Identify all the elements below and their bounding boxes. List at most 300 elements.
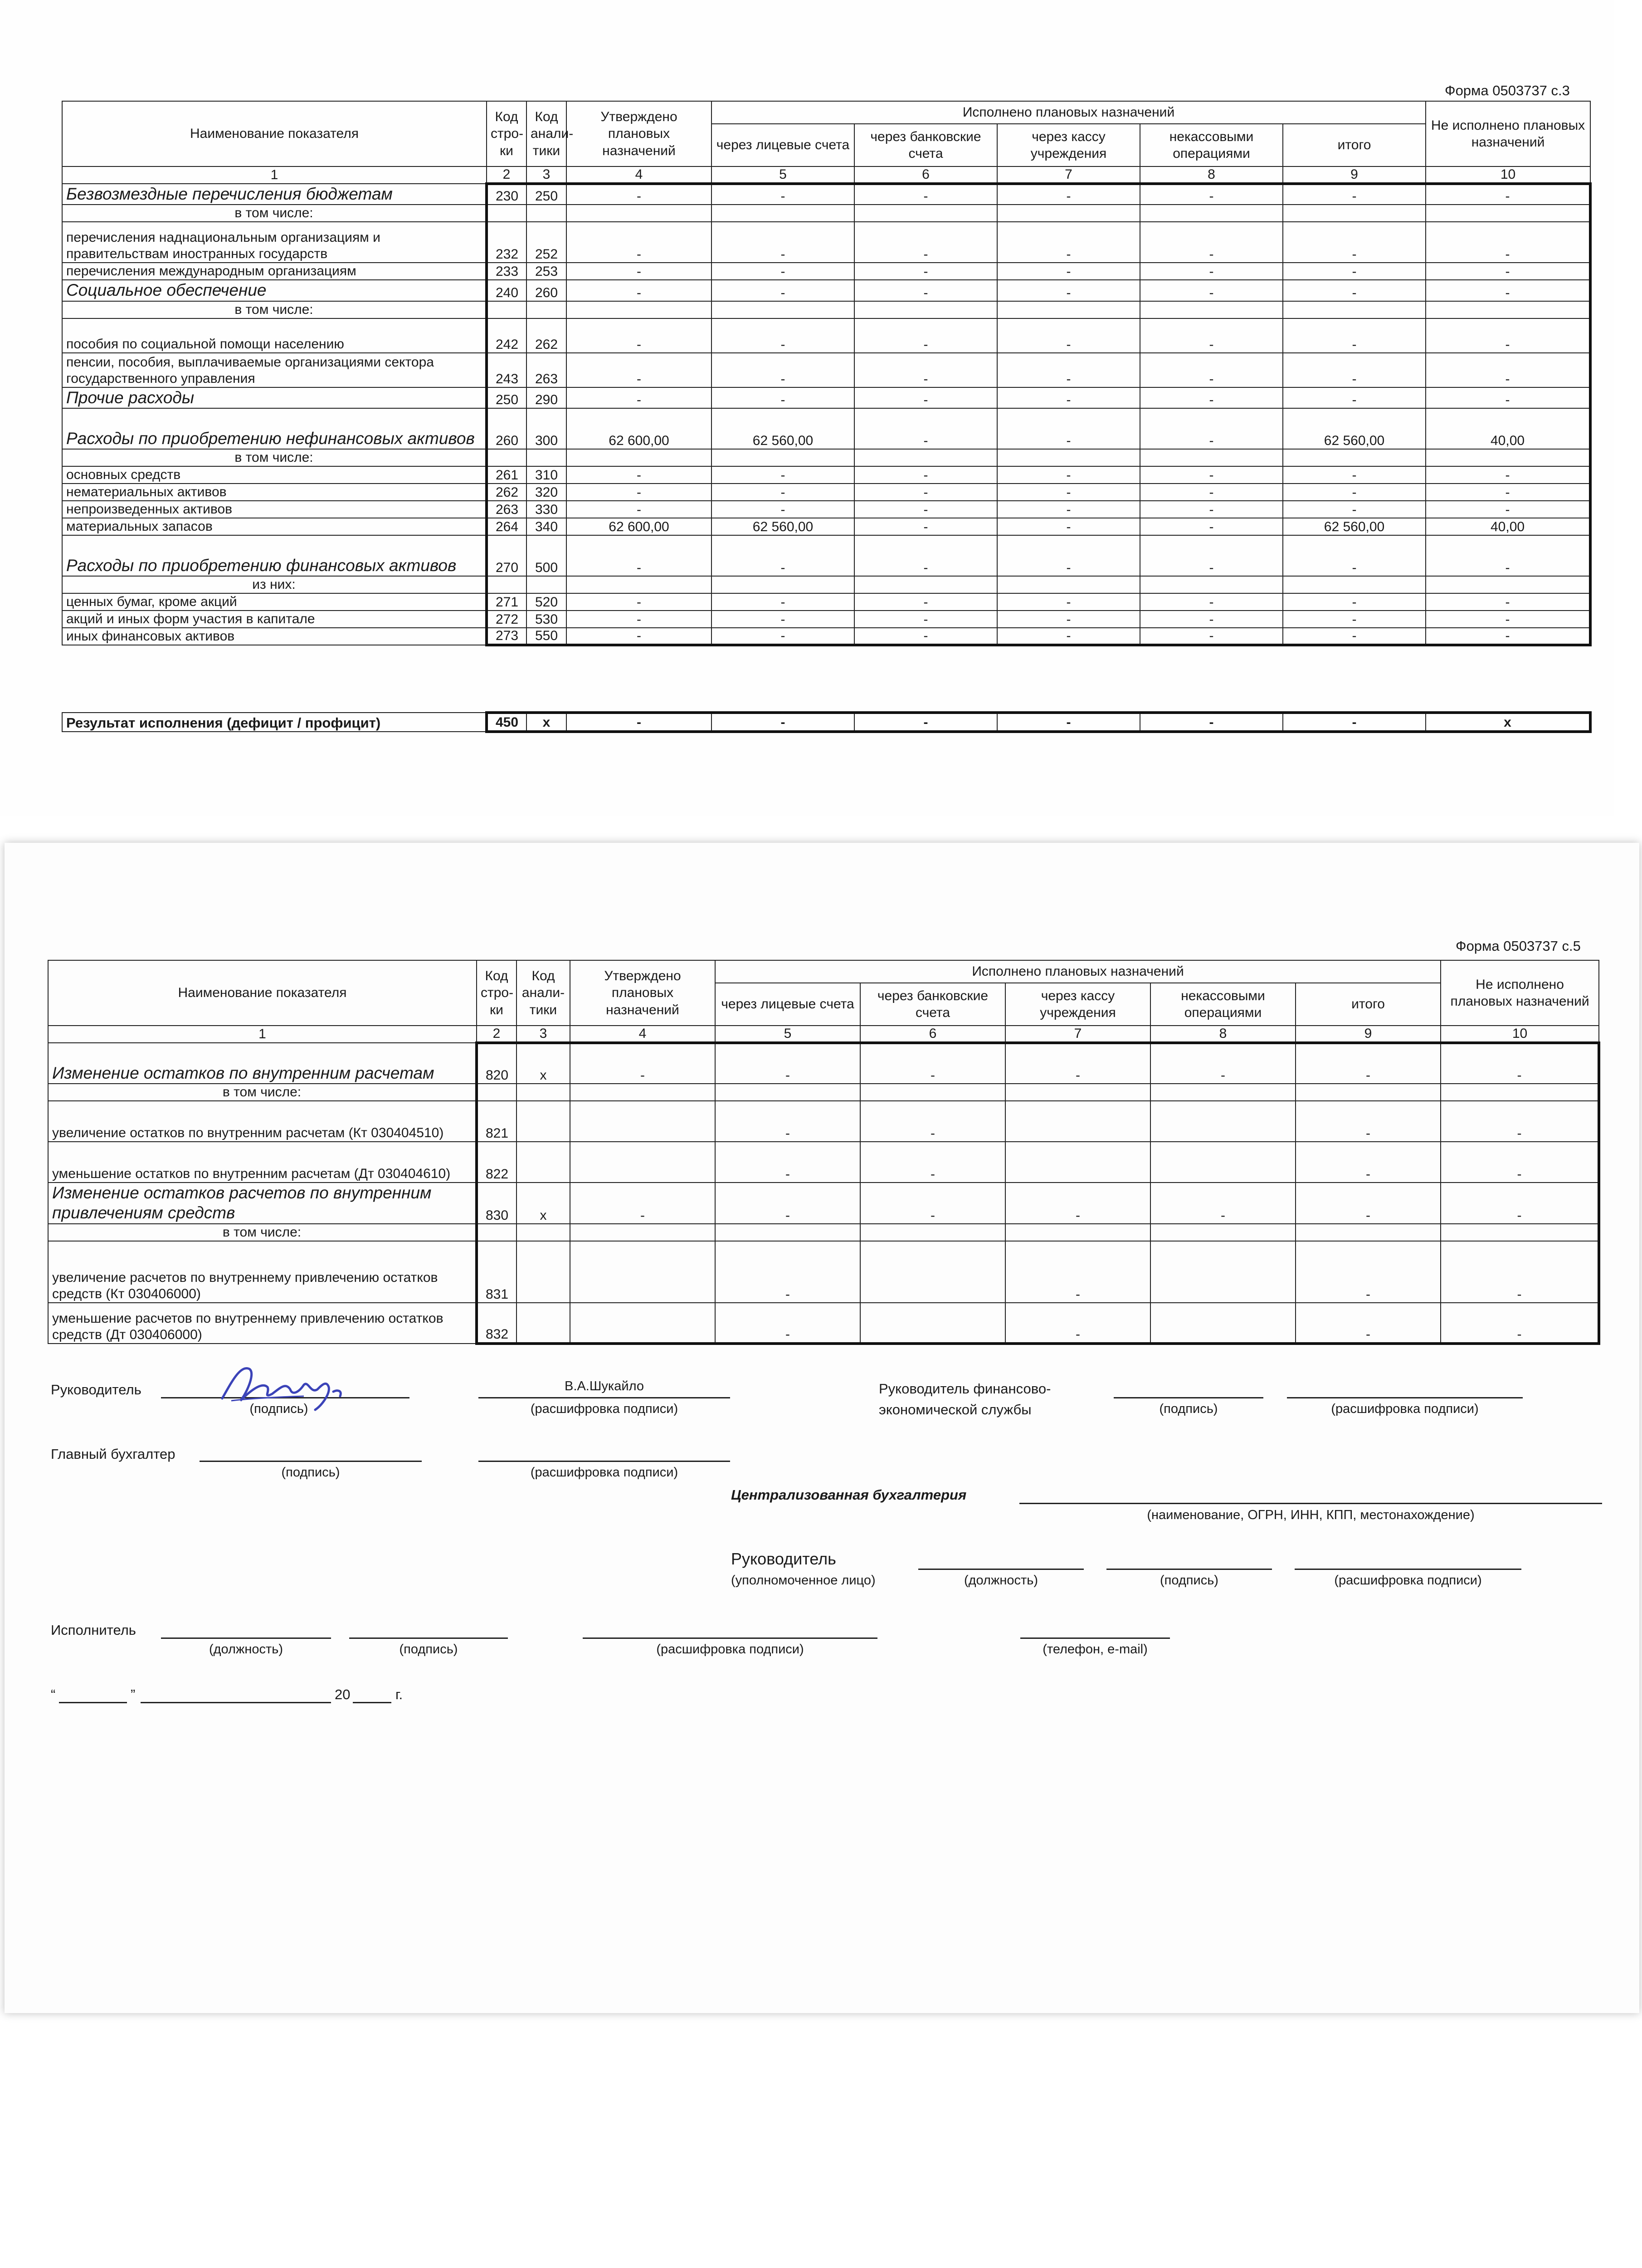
row-name: основных средств <box>62 466 487 484</box>
row-value: 62 560,00 <box>1283 408 1426 449</box>
row-value: - <box>1296 1303 1441 1344</box>
row-value <box>1283 205 1426 222</box>
table-row <box>48 1183 1599 1224</box>
col-header-code-analytics: Код анали- тики <box>516 960 570 1026</box>
row-value: - <box>1283 280 1426 301</box>
row-value <box>1283 449 1426 466</box>
row-value: - <box>997 353 1140 387</box>
row-value <box>1005 1084 1150 1101</box>
row-value: 62 600,00 <box>566 408 711 449</box>
date-month-line <box>141 1702 331 1703</box>
row-value: - <box>1283 466 1426 484</box>
row-value: - <box>854 263 997 280</box>
row-code: 242 <box>487 318 526 353</box>
row-value <box>570 1241 715 1303</box>
row-value: - <box>854 353 997 387</box>
row-name: в том числе: <box>62 449 487 466</box>
row-value <box>997 205 1140 222</box>
chief-accountant-label: Главный бухгалтер <box>51 1446 175 1462</box>
row-value: - <box>1005 1183 1150 1224</box>
finance-decoding-hint: (расшифровка подписи) <box>1331 1402 1479 1416</box>
executor-position-hint: (должность) <box>209 1642 283 1657</box>
row-value: 62 560,00 <box>1283 518 1426 535</box>
chief-accountant-decoding-hint: (расшифровка подписи) <box>530 1465 678 1480</box>
row-value: - <box>1296 1183 1441 1224</box>
row-value <box>997 576 1140 593</box>
row-value: - <box>997 408 1140 449</box>
row-value: - <box>1283 318 1426 353</box>
row-value: - <box>566 484 711 501</box>
row-name: Расходы по приобретению финансовых активов <box>62 535 487 576</box>
row-value: - <box>1005 1303 1150 1344</box>
row-analytic: 330 <box>526 501 566 518</box>
head-label: Руководитель <box>51 1382 141 1398</box>
table-row <box>62 408 1590 449</box>
row-analytic <box>526 205 566 222</box>
row-value: - <box>1426 184 1590 205</box>
row-value: 62 600,00 <box>566 518 711 535</box>
row-value: - <box>1140 466 1283 484</box>
table-row <box>62 205 1590 222</box>
row-name: Прочие расходы <box>62 387 487 408</box>
row-code: 271 <box>487 593 526 611</box>
row-value <box>1296 1224 1441 1241</box>
row-value: - <box>1426 280 1590 301</box>
row-name: Расходы по приобретению нефинансовых активов <box>62 408 487 449</box>
row-value: - <box>1283 263 1426 280</box>
row-value <box>570 1101 715 1142</box>
column-number: 8 <box>1150 1026 1296 1043</box>
col-header-total: итого <box>1283 124 1426 166</box>
row-analytic <box>516 1084 570 1101</box>
row-value: - <box>854 318 997 353</box>
finance-head-label-2: экономической службы <box>879 1402 1032 1418</box>
row-analytic: 520 <box>526 593 566 611</box>
row-value: - <box>854 501 997 518</box>
row-code <box>487 301 526 318</box>
row-value: - <box>1140 222 1283 263</box>
result-row-code: 450 <box>487 713 526 732</box>
row-value <box>1140 576 1283 593</box>
row-value: - <box>854 408 997 449</box>
row-value: - <box>1283 353 1426 387</box>
row-analytic <box>516 1303 570 1344</box>
central-signature-hint: (подпись) <box>1160 1573 1218 1588</box>
table-row <box>62 387 1590 408</box>
central-accounting-hint: (наименование, ОГРН, ИНН, КПП, местонахождение) <box>1147 1508 1475 1522</box>
column-number: 5 <box>715 1026 860 1043</box>
table-row <box>48 1101 1599 1142</box>
row-value: - <box>1441 1303 1599 1344</box>
table-row <box>48 1043 1599 1084</box>
row-value: 62 560,00 <box>711 408 854 449</box>
row-name: в том числе: <box>62 301 487 318</box>
row-value: - <box>854 387 997 408</box>
row-value: - <box>1426 353 1590 387</box>
row-analytic <box>526 301 566 318</box>
row-name: в том числе: <box>48 1084 477 1101</box>
row-value <box>1150 1142 1296 1183</box>
date-year-suffix: г. <box>395 1686 403 1702</box>
row-analytic <box>526 576 566 593</box>
col-header-not-executed: Не исполнено плановых назначений <box>1426 101 1590 166</box>
table-row <box>62 501 1590 518</box>
result-row-analytic: x <box>526 713 566 732</box>
row-value: - <box>1426 611 1590 628</box>
result-table-page-3 <box>62 711 1592 733</box>
report-table-page-3 <box>62 101 1592 646</box>
head-decoding-line <box>478 1397 730 1398</box>
row-code <box>477 1084 516 1101</box>
column-number: 4 <box>566 166 711 184</box>
row-value <box>1005 1142 1150 1183</box>
row-value: - <box>1140 353 1283 387</box>
row-name: перечисления международным организациям <box>62 263 487 280</box>
row-value: - <box>711 484 854 501</box>
row-value <box>711 205 854 222</box>
row-value: - <box>860 1101 1005 1142</box>
row-value <box>711 449 854 466</box>
col-header-code-analytics: Код анали- тики <box>526 101 566 166</box>
row-value: - <box>1283 184 1426 205</box>
row-name: в том числе: <box>48 1224 477 1241</box>
row-analytic: 252 <box>526 222 566 263</box>
central-accounting-line <box>1019 1503 1602 1504</box>
row-value: - <box>1283 387 1426 408</box>
row-name: уменьшение расчетов по внутреннему привлечению остатков средств (Дт 030406000) <box>48 1303 477 1344</box>
row-value <box>570 1224 715 1241</box>
row-value: - <box>711 387 854 408</box>
row-name: нематериальных активов <box>62 484 487 501</box>
row-code <box>487 576 526 593</box>
row-value: - <box>715 1043 860 1084</box>
row-name: Безвозмездные перечисления бюджетам <box>62 184 487 205</box>
row-value <box>854 205 997 222</box>
row-analytic: 500 <box>526 535 566 576</box>
col-header-code-line: Код стро- ки <box>487 101 526 166</box>
table-row <box>62 576 1590 593</box>
row-value: - <box>1005 1241 1150 1303</box>
row-value: - <box>997 501 1140 518</box>
row-code <box>487 205 526 222</box>
row-name: уменьшение остатков по внутренним расчетам (Дт 030404610) <box>48 1142 477 1183</box>
row-value: - <box>566 535 711 576</box>
executor-phone-hint: (телефон, e-mail) <box>1043 1642 1148 1657</box>
row-value <box>1426 301 1590 318</box>
row-name: в том числе: <box>62 205 487 222</box>
column-number: 6 <box>854 166 997 184</box>
row-value: - <box>1426 484 1590 501</box>
row-value: - <box>1296 1142 1441 1183</box>
column-number: 10 <box>1441 1026 1599 1043</box>
row-value <box>854 301 997 318</box>
row-analytic: 340 <box>526 518 566 535</box>
row-value <box>715 1224 860 1241</box>
row-value: - <box>997 611 1140 628</box>
row-value: - <box>997 318 1140 353</box>
row-value: - <box>997 535 1140 576</box>
date-close-quote: ” <box>131 1686 136 1702</box>
row-value: - <box>566 593 711 611</box>
row-value: - <box>1140 611 1283 628</box>
result-row-name: Результат исполнения (дефицит / профицит) <box>62 713 487 732</box>
result-row-value: x <box>1426 713 1590 732</box>
row-value: - <box>1140 518 1283 535</box>
table-row <box>62 280 1590 301</box>
report-page-3 <box>0 0 1614 816</box>
result-row-value: - <box>997 713 1140 732</box>
row-analytic <box>516 1101 570 1142</box>
col-header-name: Наименование показателя <box>48 960 477 1026</box>
row-value: - <box>1283 628 1426 645</box>
row-code: 272 <box>487 611 526 628</box>
column-number: 7 <box>1005 1026 1150 1043</box>
row-value <box>1150 1101 1296 1142</box>
row-value: - <box>566 628 711 645</box>
row-code: 250 <box>487 387 526 408</box>
central-accounting-label: Централизованная бухгалтерия <box>731 1487 967 1503</box>
row-value: - <box>1005 1043 1150 1084</box>
column-number: 1 <box>48 1026 477 1043</box>
row-value: - <box>1426 318 1590 353</box>
col-header-bank-accounts: через банковские счета <box>854 124 997 166</box>
row-value <box>854 449 997 466</box>
row-value: - <box>566 501 711 518</box>
col-header-cash-desk: через кассу учреждения <box>997 124 1140 166</box>
table-row <box>62 222 1590 263</box>
row-code: 240 <box>487 280 526 301</box>
executor-phone-line <box>1020 1637 1170 1639</box>
report-page-5 <box>5 843 1639 2013</box>
row-code: 264 <box>487 518 526 535</box>
row-value: - <box>1283 611 1426 628</box>
row-value: - <box>711 184 854 205</box>
row-value: - <box>711 593 854 611</box>
row-value: - <box>711 466 854 484</box>
central-position-line <box>918 1569 1084 1570</box>
row-value <box>1296 1084 1441 1101</box>
row-value: - <box>997 518 1140 535</box>
row-value: - <box>1426 263 1590 280</box>
row-value: - <box>1140 501 1283 518</box>
row-name: увеличение расчетов по внутреннему привлечению остатков средств (Кт 030406000) <box>48 1241 477 1303</box>
row-value <box>1426 205 1590 222</box>
table-row <box>62 318 1590 353</box>
table-row <box>62 518 1590 535</box>
row-value: - <box>1140 263 1283 280</box>
row-value: - <box>1283 501 1426 518</box>
row-value: - <box>1441 1101 1599 1142</box>
column-number: 8 <box>1140 166 1283 184</box>
row-name: Изменение остатков расчетов по внутренним привлечениям средств <box>48 1183 477 1224</box>
finance-head-label: Руководитель финансово- <box>879 1381 1051 1397</box>
row-value <box>1140 301 1283 318</box>
row-value: - <box>1283 222 1426 263</box>
row-value <box>566 205 711 222</box>
row-value: - <box>566 466 711 484</box>
row-analytic: 320 <box>526 484 566 501</box>
row-value: - <box>1441 1183 1599 1224</box>
row-value: - <box>1441 1043 1599 1084</box>
table-row <box>62 611 1590 628</box>
row-value: - <box>854 184 997 205</box>
row-value <box>566 576 711 593</box>
row-name: перечисления наднациональным организациям и правительствам иностранных государств <box>62 222 487 263</box>
table-row <box>48 1241 1599 1303</box>
col-header-approved: Утверждено плановых назначений <box>570 960 715 1026</box>
column-number: 2 <box>487 166 526 184</box>
row-value: - <box>566 611 711 628</box>
row-value: - <box>1140 280 1283 301</box>
col-header-personal-accounts: через лицевые счета <box>711 124 854 166</box>
table-row <box>62 466 1590 484</box>
table-row <box>62 353 1590 387</box>
row-code: 263 <box>487 501 526 518</box>
col-header-non-cash: некассовыми операциями <box>1150 983 1296 1026</box>
col-header-approved: Утверждено плановых назначений <box>566 101 711 166</box>
row-value <box>566 301 711 318</box>
row-value: - <box>1150 1183 1296 1224</box>
col-header-personal-accounts: через лицевые счета <box>715 983 860 1026</box>
row-analytic <box>516 1241 570 1303</box>
executor-signature-line <box>349 1637 508 1639</box>
column-number: 7 <box>997 166 1140 184</box>
row-value: 40,00 <box>1426 518 1590 535</box>
row-value: - <box>711 222 854 263</box>
row-value: - <box>1441 1241 1599 1303</box>
row-value: - <box>1140 628 1283 645</box>
row-analytic: 250 <box>526 184 566 205</box>
row-value <box>1441 1224 1599 1241</box>
row-value: - <box>1283 484 1426 501</box>
row-value: - <box>997 387 1140 408</box>
table-row <box>62 535 1590 576</box>
row-code: 262 <box>487 484 526 501</box>
row-analytic: x <box>516 1043 570 1084</box>
row-value: - <box>1150 1043 1296 1084</box>
table-row <box>62 184 1590 205</box>
row-name: непроизведенных активов <box>62 501 487 518</box>
table-row <box>62 628 1590 645</box>
row-value: - <box>860 1142 1005 1183</box>
chief-accountant-signature-line <box>200 1461 422 1462</box>
row-analytic: 290 <box>526 387 566 408</box>
row-value: - <box>997 593 1140 611</box>
row-value <box>1150 1241 1296 1303</box>
row-value: - <box>711 280 854 301</box>
column-number: 10 <box>1426 166 1590 184</box>
row-value <box>860 1303 1005 1344</box>
row-code: 832 <box>477 1303 516 1344</box>
row-value: - <box>854 466 997 484</box>
row-value: - <box>997 184 1140 205</box>
table-row <box>62 449 1590 466</box>
row-name: пенсии, пособия, выплачиваемые организациями сектора государственного управления <box>62 353 487 387</box>
row-name: увеличение остатков по внутренним расчетам (Кт 030404510) <box>48 1101 477 1142</box>
row-value: - <box>566 353 711 387</box>
row-value: - <box>1426 535 1590 576</box>
row-value: - <box>1140 535 1283 576</box>
row-value <box>570 1084 715 1101</box>
row-value: - <box>1140 184 1283 205</box>
executor-signature-hint: (подпись) <box>399 1642 458 1657</box>
row-value <box>711 576 854 593</box>
col-header-cash-desk: через кассу учреждения <box>1005 983 1150 1026</box>
row-value: - <box>854 280 997 301</box>
row-value: - <box>854 222 997 263</box>
col-header-non-cash: некассовыми операциями <box>1140 124 1283 166</box>
row-value: - <box>566 184 711 205</box>
row-value: - <box>854 628 997 645</box>
chief-accountant-signature-hint: (подпись) <box>281 1465 340 1480</box>
row-value: - <box>1296 1043 1441 1084</box>
row-value: - <box>1140 387 1283 408</box>
row-value: - <box>1426 387 1590 408</box>
row-name: из них: <box>62 576 487 593</box>
row-value: - <box>997 222 1140 263</box>
row-value: - <box>711 628 854 645</box>
row-value: - <box>1426 222 1590 263</box>
row-analytic: 262 <box>526 318 566 353</box>
row-code <box>487 449 526 466</box>
row-value: - <box>715 1142 860 1183</box>
row-value: - <box>1441 1142 1599 1183</box>
date-day-line <box>59 1702 127 1703</box>
row-value: 40,00 <box>1426 408 1590 449</box>
authorized-hint: (уполномоченное лицо) <box>731 1573 876 1588</box>
row-value: - <box>1140 484 1283 501</box>
table-row <box>48 1142 1599 1183</box>
row-value: - <box>566 280 711 301</box>
row-value <box>854 576 997 593</box>
row-analytic: 530 <box>526 611 566 628</box>
row-code: 243 <box>487 353 526 387</box>
row-value <box>711 301 854 318</box>
row-value <box>1426 449 1590 466</box>
row-value: - <box>860 1183 1005 1224</box>
row-value: - <box>997 280 1140 301</box>
row-code: 260 <box>487 408 526 449</box>
row-value <box>1283 576 1426 593</box>
col-header-total: итого <box>1296 983 1441 1026</box>
row-analytic: 260 <box>526 280 566 301</box>
col-header-not-executed: Не исполнено плановых назначений <box>1441 960 1599 1026</box>
row-value: - <box>1426 593 1590 611</box>
result-row-value: - <box>1283 713 1426 732</box>
row-value: - <box>711 501 854 518</box>
row-name: Социальное обеспечение <box>62 280 487 301</box>
row-code: 261 <box>487 466 526 484</box>
column-number: 3 <box>516 1026 570 1043</box>
central-decoding-line <box>1295 1569 1521 1570</box>
row-value: - <box>566 387 711 408</box>
central-decoding-hint: (расшифровка подписи) <box>1334 1573 1482 1588</box>
row-value: - <box>715 1303 860 1344</box>
row-value <box>997 301 1140 318</box>
row-value: - <box>711 263 854 280</box>
row-value: - <box>570 1043 715 1084</box>
row-value <box>570 1303 715 1344</box>
row-value: - <box>997 466 1140 484</box>
table-row <box>62 301 1590 318</box>
central-head-label: Руководитель <box>731 1549 836 1568</box>
head-name: В.А.Шукайло <box>565 1379 644 1393</box>
row-code: 822 <box>477 1142 516 1183</box>
col-header-code-line: Код стро- ки <box>477 960 516 1026</box>
row-code: 830 <box>477 1183 516 1224</box>
row-value: - <box>997 263 1140 280</box>
row-value: - <box>1426 501 1590 518</box>
